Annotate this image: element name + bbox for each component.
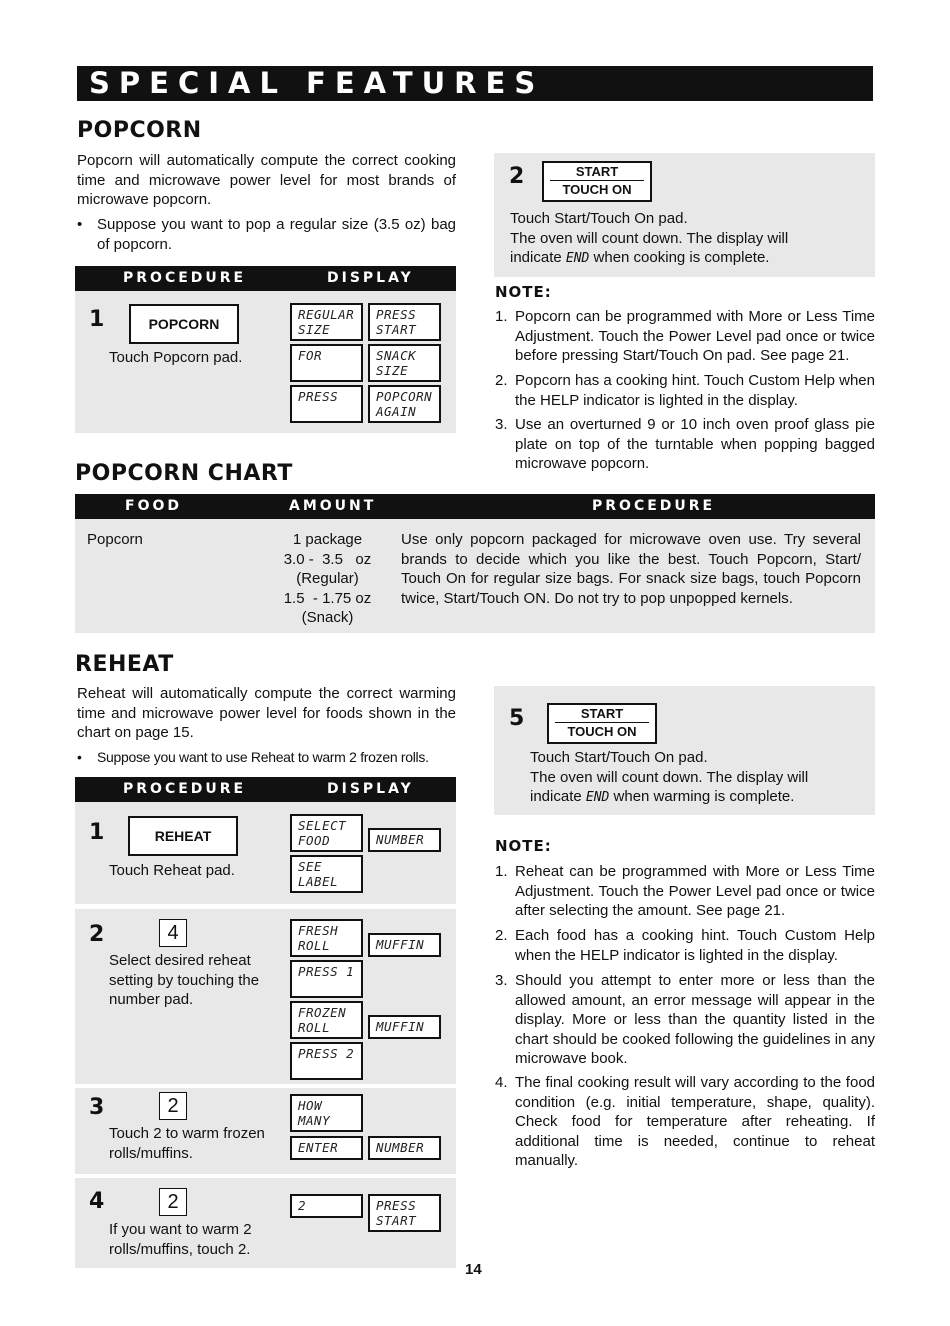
instruction-line: Touch Start/Touch On pad. — [510, 210, 688, 227]
end-display-text: END — [565, 251, 590, 266]
step-number: 1 — [89, 307, 105, 332]
reheat-bullet — [77, 748, 462, 768]
reheat-step1-panel — [75, 802, 456, 904]
reheat-note-heading: NOTE: — [495, 837, 552, 855]
popcorn-chart-heading: POPCORN CHART — [75, 461, 293, 486]
step-instruction — [510, 209, 870, 269]
popcorn-bullet — [77, 215, 456, 254]
reheat-step2-panel — [75, 909, 456, 1084]
chart-header-procedure: PROCEDURE — [592, 498, 716, 514]
reheat-heading: REHEAT — [75, 652, 174, 677]
chart-header-amount: AMOUNT — [289, 498, 377, 514]
reheat-pad-button[interactable]: REHEAT — [128, 816, 238, 856]
popcorn-intro: Popcorn will automatically compute the correct cooking time and microwave power level for most brands of microwave popcorn. — [77, 152, 456, 208]
step-number: 2 — [509, 164, 525, 189]
display-2: 2 — [290, 1194, 363, 1218]
note-item: 4. The final cooking result will vary according to the food condition (e.g. initial temperature, shape, quality). Check food for temperature after reheating. If additional time is needed, continue to reheat manually. — [495, 1074, 875, 1169]
note-item: 3. Use an overturned 9 or 10 inch oven proof glass pie plate on top of the turntable when popping bagged microwave popcorn. — [495, 416, 875, 472]
instruction-line — [530, 787, 870, 808]
display-press: PRESS — [290, 385, 363, 423]
popcorn-procedure-header — [75, 266, 456, 291]
instruction-line: Touch Start/Touch On pad. — [530, 749, 708, 766]
procedure-header-label: PROCEDURE — [123, 781, 247, 797]
note-text: Popcorn has a cooking hint. Touch Custom Help when the HELP indicator is lighted in the display. — [515, 372, 875, 409]
number-key-4[interactable]: 4 — [159, 919, 187, 947]
step-number: 2 — [89, 922, 105, 947]
instruction-line: The oven will count down. The display will — [530, 768, 809, 786]
display-press-1: PRESS 1 — [290, 960, 363, 998]
popcorn-note-heading: NOTE: — [495, 283, 552, 301]
popcorn-step2-panel — [494, 153, 875, 277]
display-regular-size: REGULAR SIZE — [290, 303, 363, 341]
amount-line: 3.0 - 3.5 oz — [283, 550, 372, 568]
reheat-step4-panel — [75, 1178, 456, 1268]
popcorn-heading: POPCORN — [77, 118, 202, 143]
amount-line: 1.5 - 1.75 oz — [283, 589, 372, 607]
step-number: 5 — [509, 706, 525, 731]
display-muffin: MUFFIN — [368, 933, 441, 957]
instruction-text: when warming is complete. — [613, 788, 795, 805]
chart-row — [75, 519, 875, 633]
instruction-line — [510, 248, 870, 269]
step-instruction: Touch Reheat pad. — [109, 862, 235, 879]
amount-line: 1 package — [292, 531, 363, 548]
start-touch-on-pad[interactable] — [542, 161, 652, 202]
amount-line: (Regular) — [296, 570, 359, 587]
display-see-label: SEE LABEL — [290, 855, 363, 893]
display-snack-size: SNACK SIZE — [368, 344, 441, 382]
number-key-2[interactable]: 2 — [159, 1188, 187, 1216]
display-enter: ENTER — [290, 1136, 363, 1160]
step-instruction: Select desired reheat setting by touching the number pad. — [109, 952, 260, 1008]
page-number: 14 — [465, 1261, 482, 1278]
display-select-food: SELECT FOOD — [290, 814, 363, 852]
reheat-procedure-header — [75, 777, 456, 802]
chart-amount-cell — [275, 530, 380, 628]
popcorn-pad-button[interactable]: POPCORN — [129, 304, 239, 344]
reheat-intro: Reheat will automatically compute the correct warming time and microwave power level for foods shown in the chart on page 15. — [77, 685, 456, 741]
display-press-start: PRESS START — [368, 1194, 441, 1232]
popcorn-step1-panel — [75, 291, 456, 433]
chart-header-food: FOOD — [125, 498, 182, 514]
display-press-start: PRESS START — [368, 303, 441, 341]
reheat-bullet-text: Suppose you want to use Reheat to warm 2 frozen rolls. — [97, 749, 429, 765]
display-header-label: DISPLAY — [327, 781, 414, 797]
note-item: 3. Should you attempt to enter more or less than the allowed amount, an error message will appear in the display. More or less than the quantity listed in the chart should be cooked following the guidelines in any microwave book. — [495, 972, 875, 1067]
step-instruction: If you want to warm 2 rolls/muffins, touch 2. — [109, 1221, 252, 1258]
amount-line: (Snack) — [301, 609, 354, 626]
instruction-line: The oven will count down. The display will — [510, 229, 789, 247]
instruction-text: indicate — [510, 249, 562, 266]
pad-bottom-label: TOUCH ON — [567, 724, 637, 739]
note-text: Should you attempt to enter more or less than the allowed amount, an error message will appear in the display. More or less than the quantity listed in the chart should be cooked following the guidelines in any microwave book. — [515, 972, 875, 1067]
display-muffin: MUFFIN — [368, 1015, 441, 1039]
step-instruction: Touch 2 to warm frozen rolls/muffins. — [109, 1125, 265, 1162]
instruction-text: indicate — [530, 788, 582, 805]
reheat-step3-panel — [75, 1088, 456, 1174]
chart-procedure-cell: Use only popcorn packaged for microwave oven use. Try several brands to decide which you like the best. Touch Popcorn, Start/ Touch On for regular size bags. For snack size bags, touch Popcorn twice, Start/Touch ON. Do not try to pop unpopped kernels. — [401, 531, 861, 607]
reheat-step5-panel — [494, 686, 875, 815]
note-item: 2. Each food has a cooking hint. Touch Custom Help when the HELP indicator is lighted in the display. — [495, 927, 875, 964]
step-instruction: Touch Popcorn pad. — [109, 349, 243, 366]
display-how-many: HOW MANY — [290, 1094, 363, 1132]
instruction-text: when cooking is complete. — [593, 249, 770, 266]
chart-header-bar — [75, 494, 875, 519]
note-text: Use an overturned 9 or 10 inch oven proof glass pie plate on top of the turntable when popping bagged microwave popcorn. — [515, 416, 875, 472]
start-touch-on-pad[interactable] — [547, 703, 657, 744]
bullet-dot: • — [77, 749, 82, 765]
display-header-label: DISPLAY — [327, 270, 414, 286]
end-display-text: END — [585, 790, 610, 805]
note-item: 2. Popcorn has a cooking hint. Touch Custom Help when the HELP indicator is lighted in the display. — [495, 372, 875, 409]
pad-bottom-label: TOUCH ON — [562, 182, 632, 197]
display-frozen-roll: FROZEN ROLL — [290, 1001, 363, 1039]
section-banner: SPECIAL FEATURES — [77, 66, 873, 101]
display-fresh-roll: FRESH ROLL — [290, 919, 363, 957]
step-number: 3 — [89, 1095, 105, 1120]
note-item: 1. Popcorn can be programmed with More or Less Time Adjustment. Touch the Power Level pad once or twice before pressing Start/Touch On pad. See page 21. — [495, 308, 875, 364]
step-number: 4 — [89, 1189, 105, 1214]
chart-food-cell: Popcorn — [87, 531, 143, 548]
step-instruction — [530, 748, 870, 808]
note-text: Each food has a cooking hint. Touch Custom Help when the HELP indicator is lighted in the display. — [515, 927, 875, 964]
note-text: Popcorn can be programmed with More or Less Time Adjustment. Touch the Power Level pad once or twice before pressing Start/Touch On pad. See page 21. — [515, 308, 875, 364]
step-number: 1 — [89, 820, 105, 845]
display-press-2: PRESS 2 — [290, 1042, 363, 1080]
bullet-dot: • — [77, 216, 83, 233]
note-text: Reheat can be programmed with More or Less Time Adjustment. Touch the Power Level pad once or twice after selecting the amount. See page 21. — [515, 863, 875, 919]
display-popcorn-again: POPCORN AGAIN — [368, 385, 441, 423]
popcorn-bullet-text: Suppose you want to pop a regular size (3.5 oz) bag of popcorn. — [97, 216, 456, 253]
display-number: NUMBER — [368, 1136, 441, 1160]
display-number: NUMBER — [368, 828, 441, 852]
number-key-2[interactable]: 2 — [159, 1092, 187, 1120]
pad-top-label: START — [575, 164, 619, 179]
note-text: The final cooking result will vary according to the food condition (e.g. initial temperature, shape, quality). Check food for temperature after reheating. If additional time is needed, continue to reheat manually. — [515, 1074, 875, 1169]
display-for: FOR — [290, 344, 363, 382]
note-item: 1. Reheat can be programmed with More or Less Time Adjustment. Touch the Power Level pad once or twice after selecting the amount. See page 21. — [495, 863, 875, 919]
procedure-header-label: PROCEDURE — [123, 270, 247, 286]
pad-top-label: START — [580, 706, 624, 721]
